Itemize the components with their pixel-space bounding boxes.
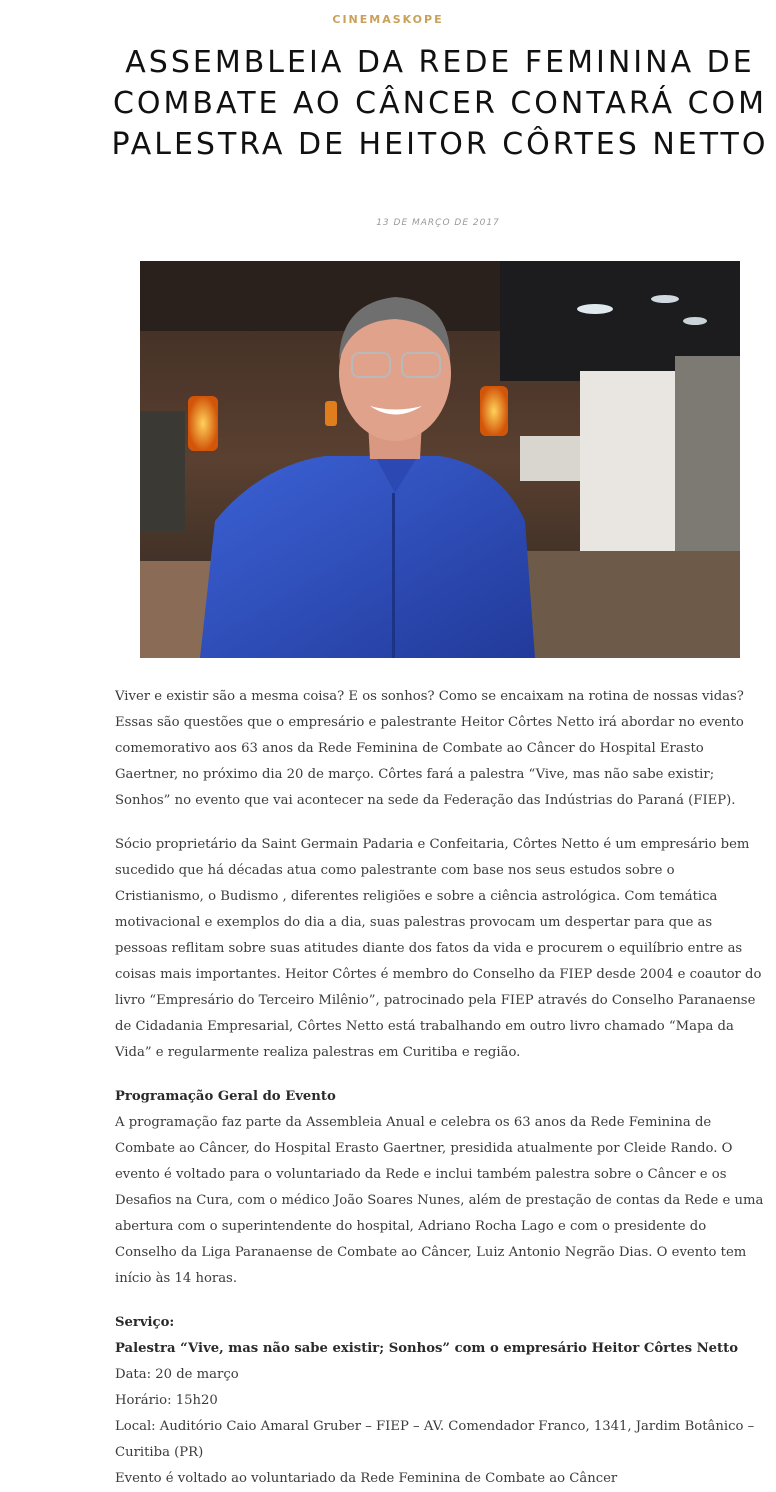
program-heading: Programação Geral do Evento	[115, 1089, 336, 1104]
post-date: 13 DE MARÇO DE 2017	[376, 218, 500, 228]
category-link[interactable]: CINEMASKOPE	[332, 13, 444, 26]
body-paragraph-2: Sócio proprietário da Saint Germain Padaria e Confeitaria, Côrtes Netto é um empresário bem sucedido que há décadas atua como palestrante com base nos seus estudos sobre o Cristianismo, o Budismo , diferentes religiões e sobre a ciência astrológica. Com temática motivacional e exemplos do dia a dia, suas palestras provocam um despertar para que as pessoas reflitam sobre suas atitudes diante dos fatos da vida e procurem o equilíbrio entre as coisas mais importantes. Heitor Côrtes é membro do Conselho da FIEP desde 2004 e coautor do livro “Empresário do Terceiro Milênio”, patrocinado pela FIEP através do Conselho Paranaense de Cidadania Empresarial, Côrtes Netto está trabalhando em outro livro chamado “Mapa da Vida” e regularmente realiza palestras em Curitiba e região.	[115, 837, 762, 1060]
service-subheading: Palestra “Vive, mas não sabe existir; Sonhos” com o empresário Heitor Côrtes Netto	[115, 1341, 739, 1356]
service-time: Horário: 15h20	[115, 1393, 218, 1408]
service-audience: Evento é voltado ao voluntariado da Rede Feminina de Combate ao Câncer	[115, 1471, 618, 1486]
body-paragraph-1: Viver e existir são a mesma coisa? E os sonhos? Como se encaixam na rotina de nossas vidas? Essas são questões que o empresário e palestrante Heitor Côrtes Netto irá abordar no evento comemorativo aos 63 anos da Rede Feminina de Combate ao Câncer do Hospital Erasto Gaertner, no próximo dia 20 de março. Côrtes fará a palestra “Vive, mas não sabe existir; Sonhos” no evento que vai acontecer na sede da Federação das Indústrias do Paraná (FIEP).	[115, 689, 744, 808]
service-location: Local: Auditório Caio Amaral Gruber – FIEP – AV. Comendador Franco, 1341, Jardim Botânico – Curitiba (PR)	[115, 1419, 755, 1460]
service-section	[115, 1310, 767, 1492]
article-title: ASSEMBLEIA DA REDE FEMININA DE COMBATE AO CÂNCER CONTARÁ COM PALESTRA DE HEITOR CÔRTES NETTO	[111, 45, 769, 162]
article-body	[115, 684, 767, 1492]
program-section	[115, 1084, 767, 1292]
program-text: A programação faz parte da Assembleia Anual e celebra os 63 anos da Rede Feminina de Combate ao Câncer, do Hospital Erasto Gaertner, presidida atualmente por Cleide Rando. O evento é voltado para o voluntariado da Rede e inclui também palestra sobre o Câncer e os Desafios na Cura, com o médico João Soares Nunes, além de prestação de contas da Rede e uma abertura com o superintendente do hospital, Adriano Rocha Lago e com o presidente do Conselho da Liga Paranaense de Combate ao Câncer, Luiz Antonio Negrão Dias. O evento tem início às 14 horas.	[115, 1115, 764, 1286]
service-date: Data: 20 de março	[115, 1367, 239, 1382]
service-heading: Serviço:	[115, 1315, 175, 1330]
article-photo	[140, 261, 740, 658]
